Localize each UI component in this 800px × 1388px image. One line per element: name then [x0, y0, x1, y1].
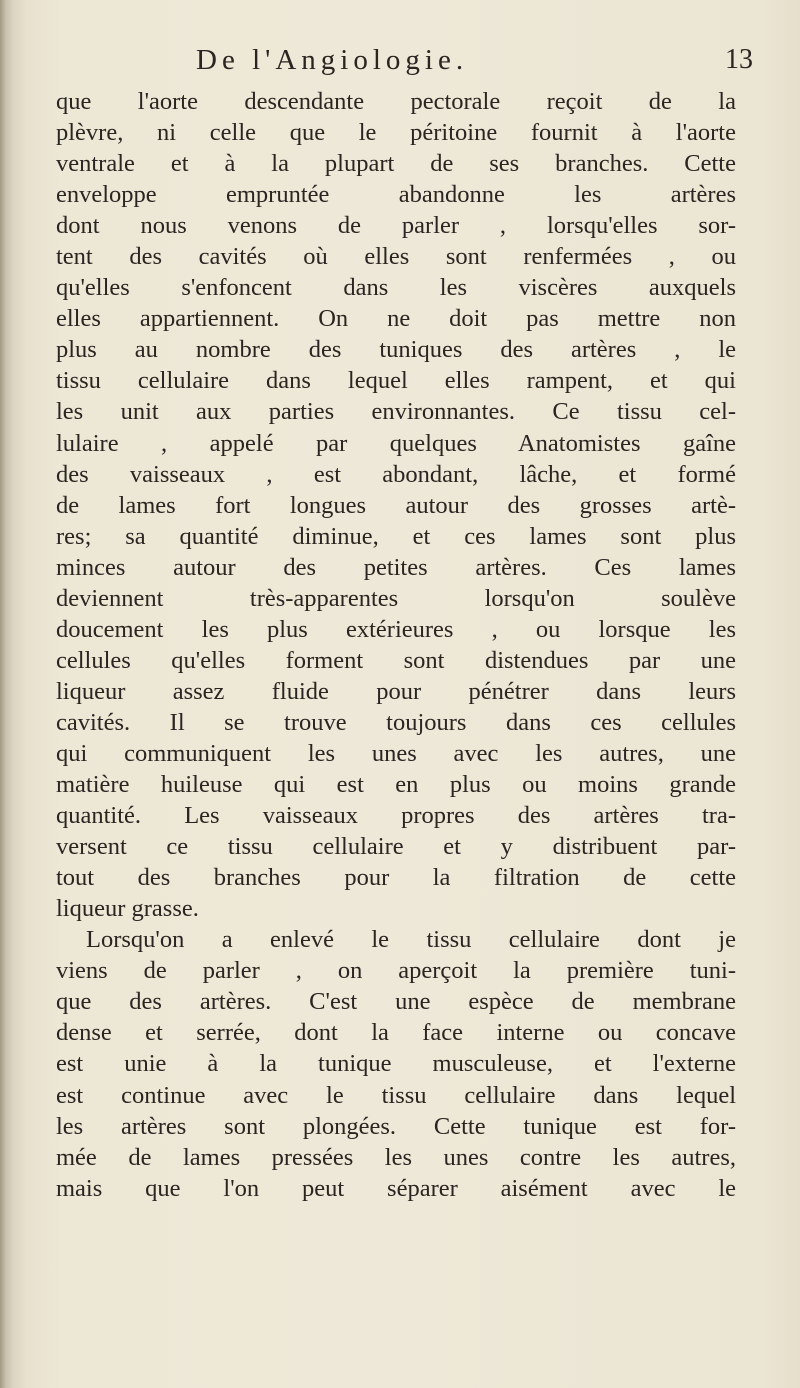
text-line: minces autour des petites artères. Ces lames: [56, 553, 736, 581]
text-line: dense et serrée, dont la face interne ou concave: [56, 1019, 736, 1047]
text-line: tissu cellulaire dans lequel elles rampent, et qui: [56, 367, 736, 395]
text-line: qu'elles s'enfoncent dans les viscères auxquels: [56, 274, 736, 302]
text-line: elles appartiennent. On ne doit pas mettre non: [56, 305, 736, 333]
text-line: versent ce tissu cellulaire et y distribuent par-: [56, 833, 736, 861]
text-line: les unit aux parties environnantes. Ce tissu cel-: [56, 398, 736, 426]
text-line: mais que l'on peut séparer aisément avec le: [56, 1174, 736, 1202]
text-line: mée de lames pressées les unes contre les autres,: [56, 1143, 736, 1171]
body-text: [56, 86, 736, 1204]
text-line: qui communiquent les unes avec les autres, une: [56, 739, 736, 767]
text-line: de lames fort longues autour des grosses artè-: [56, 491, 736, 519]
running-title: De l'Angiologie.: [196, 44, 469, 76]
text-line: est unie à la tunique musculeuse, et l'externe: [56, 1050, 736, 1078]
text-line: tent des cavités où elles sont renfermées , ou: [56, 243, 736, 271]
text-line: les artères sont plongées. Cette tunique est for-: [56, 1112, 736, 1140]
paragraph-end-line: liqueur grasse.: [56, 895, 199, 923]
text-line: plèvre, ni celle que le péritoine fournit à l'aorte: [56, 119, 736, 147]
text-line: lulaire , appelé par quelques Anatomistes gaîne: [56, 429, 736, 457]
text-line: dont nous venons de parler , lorsqu'elles sor-: [56, 212, 736, 240]
text-line: matière huileuse qui est en plus ou moins grande: [56, 771, 736, 799]
page-binding-shadow: [0, 0, 26, 1388]
text-line: des vaisseaux , est abondant, lâche, et formé: [56, 460, 736, 488]
text-line: liqueur assez fluide pour pénétrer dans leurs: [56, 677, 736, 705]
text-line: que des artères. C'est une espèce de membrane: [56, 988, 736, 1016]
text-line: res; sa quantité diminue, et ces lames sont plus: [56, 522, 736, 550]
text-line: est continue avec le tissu cellulaire dans lequel: [56, 1081, 736, 1109]
page-header: [0, 44, 800, 84]
text-line: ventrale et à la plupart de ses branches. Cette: [56, 150, 736, 178]
text-line: viens de parler , on aperçoit la première tuni-: [56, 957, 736, 985]
text-line: deviennent très-apparentes lorsqu'on soulève: [56, 584, 736, 612]
text-line: tout des branches pour la filtration de cette: [56, 864, 736, 892]
text-line: que l'aorte descendante pectorale reçoit de la: [56, 88, 736, 115]
text-line: quantité. Les vaisseaux propres des artères tra-: [56, 802, 736, 830]
text-line: cellules qu'elles forment sont distendues par une: [56, 646, 736, 674]
text-line: cavités. Il se trouve toujours dans ces cellules: [56, 708, 736, 736]
text-line: doucement les plus extérieures , ou lorsque les: [56, 615, 736, 643]
text-line: enveloppe empruntée abandonne les artères: [56, 181, 736, 209]
page-number: 13: [725, 44, 753, 75]
text-line: plus au nombre des tuniques des artères , le: [56, 336, 736, 364]
paragraph-start-line: Lorsqu'on a enlevé le tissu cellulaire dont je: [86, 926, 736, 954]
